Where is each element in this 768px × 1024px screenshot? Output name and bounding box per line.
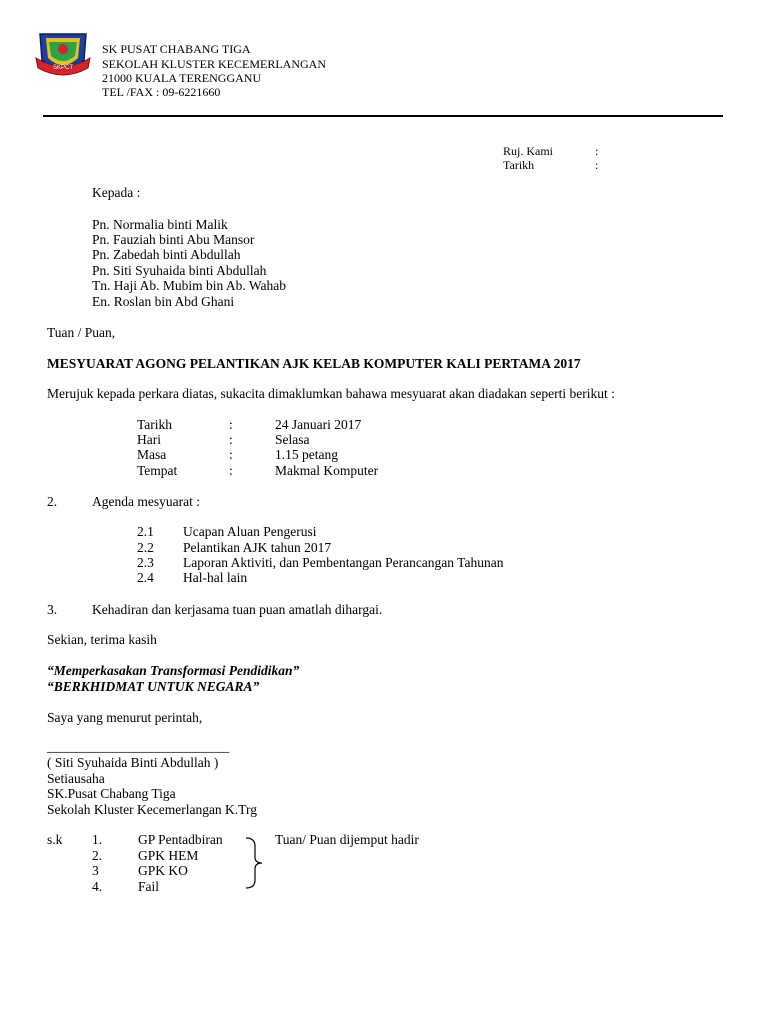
signatory-cluster: Sekolah Kluster Kecemerlangan K.Trg (47, 802, 257, 817)
point3-text: Kehadiran dan kerjasama tuan puan amatlah dihargai. (92, 602, 383, 617)
signature-line: ___________________________ (47, 739, 230, 754)
letter-subject: MESYUARAT AGONG PELANTIKAN AJK KELAB KOMPUTER KALI PERTAMA 2017 (47, 356, 581, 371)
agenda-item-number: 2.2 (137, 540, 154, 555)
recipient-name: Tn. Haji Ab. Mubim bin Ab. Wahab (92, 278, 287, 293)
detail-label: Tarikh (137, 417, 173, 432)
right-curly-brace-icon (243, 836, 265, 890)
sk-item-number: 4. (92, 879, 103, 894)
sk-item-number: 1. (92, 832, 103, 847)
ruj-label: Ruj. Kami (503, 144, 553, 158)
sk-item-number: 3 (92, 863, 99, 878)
agenda-number: 2. (47, 494, 58, 509)
agenda-item-text: Pelantikan AJK tahun 2017 (183, 540, 332, 555)
detail-sep: : (229, 447, 233, 462)
agenda-item-number: 2.3 (137, 555, 154, 570)
detail-label: Tempat (137, 463, 178, 478)
detail-value: 1.15 petang (275, 447, 338, 462)
kepada-heading: Kepada : (92, 185, 141, 200)
signatory-title: Setiausaha (47, 771, 105, 786)
detail-label: Hari (137, 432, 161, 447)
recipient-name: Pn. Fauziah binti Abu Mansor (92, 232, 255, 247)
sk-label: s.k (47, 832, 63, 847)
sk-item-text: Fail (138, 879, 160, 894)
tarikh-label: Tarikh (503, 158, 535, 172)
school-address: 21000 KUALA TERENGGANU (102, 71, 262, 85)
agenda-heading: Agenda mesyuarat : (92, 494, 200, 509)
recipient-name: Pn. Zabedah binti Abdullah (92, 247, 241, 262)
school-cluster: SEKOLAH KLUSTER KECEMERLANGAN (102, 57, 326, 71)
point3-number: 3. (47, 602, 58, 617)
recipient-name: Pn. Siti Syuhaida binti Abdullah (92, 263, 267, 278)
detail-sep: : (229, 417, 233, 432)
motto-line-2: “BERKHIDMAT UNTUK NEGARA” (47, 679, 260, 694)
detail-sep: : (229, 432, 233, 447)
saya-menurut-perintah: Saya yang menurut perintah, (47, 710, 203, 725)
motto-line-1: “Memperkasakan Transformasi Pendidikan” (47, 663, 300, 678)
recipient-name: En. Roslan bin Abd Ghani (92, 294, 235, 309)
recipient-name: Pn. Normalia binti Malik (92, 217, 228, 232)
closing-text: Sekian, terima kasih (47, 632, 157, 647)
sk-item-text: GPK HEM (138, 848, 199, 863)
svg-text:SKPCT: SKPCT (52, 65, 74, 71)
detail-value: 24 Januari 2017 (275, 417, 362, 432)
agenda-item-text: Laporan Aktiviti, dan Pembentangan Perancangan Tahunan (183, 555, 504, 570)
salutation: Tuan / Puan, (47, 325, 116, 340)
sk-item-number: 2. (92, 848, 103, 863)
detail-sep: : (229, 463, 233, 478)
school-phone: TEL /FAX : 09-6221660 (102, 85, 221, 99)
school-crest-logo (34, 30, 92, 82)
agenda-item-text: Hal-hal lain (183, 570, 248, 585)
signatory-school: SK.Pusat Chabang Tiga (47, 786, 176, 801)
agenda-item-number: 2.4 (137, 570, 154, 585)
detail-value: Selasa (275, 432, 310, 447)
sk-note: Tuan/ Puan dijemput hadir (275, 832, 419, 847)
agenda-item-text: Ucapan Aluan Pengerusi (183, 524, 317, 539)
header-divider (43, 115, 723, 117)
detail-value: Makmal Komputer (275, 463, 379, 478)
intro-paragraph: Merujuk kepada perkara diatas, sukacita dimaklumkan bahawa mesyuarat akan diadakan seperti berikut : (47, 386, 615, 401)
school-name: SK PUSAT CHABANG TIGA (102, 42, 251, 56)
agenda-item-number: 2.1 (137, 524, 154, 539)
ruj-value: : (595, 144, 599, 158)
sk-item-text: GP Pentadbiran (138, 832, 223, 847)
signatory-name: ( Siti Syuhaida Binti Abdullah ) (47, 755, 219, 770)
detail-label: Masa (137, 447, 167, 462)
sk-item-text: GPK KO (138, 863, 188, 878)
tarikh-value: : (595, 158, 599, 172)
